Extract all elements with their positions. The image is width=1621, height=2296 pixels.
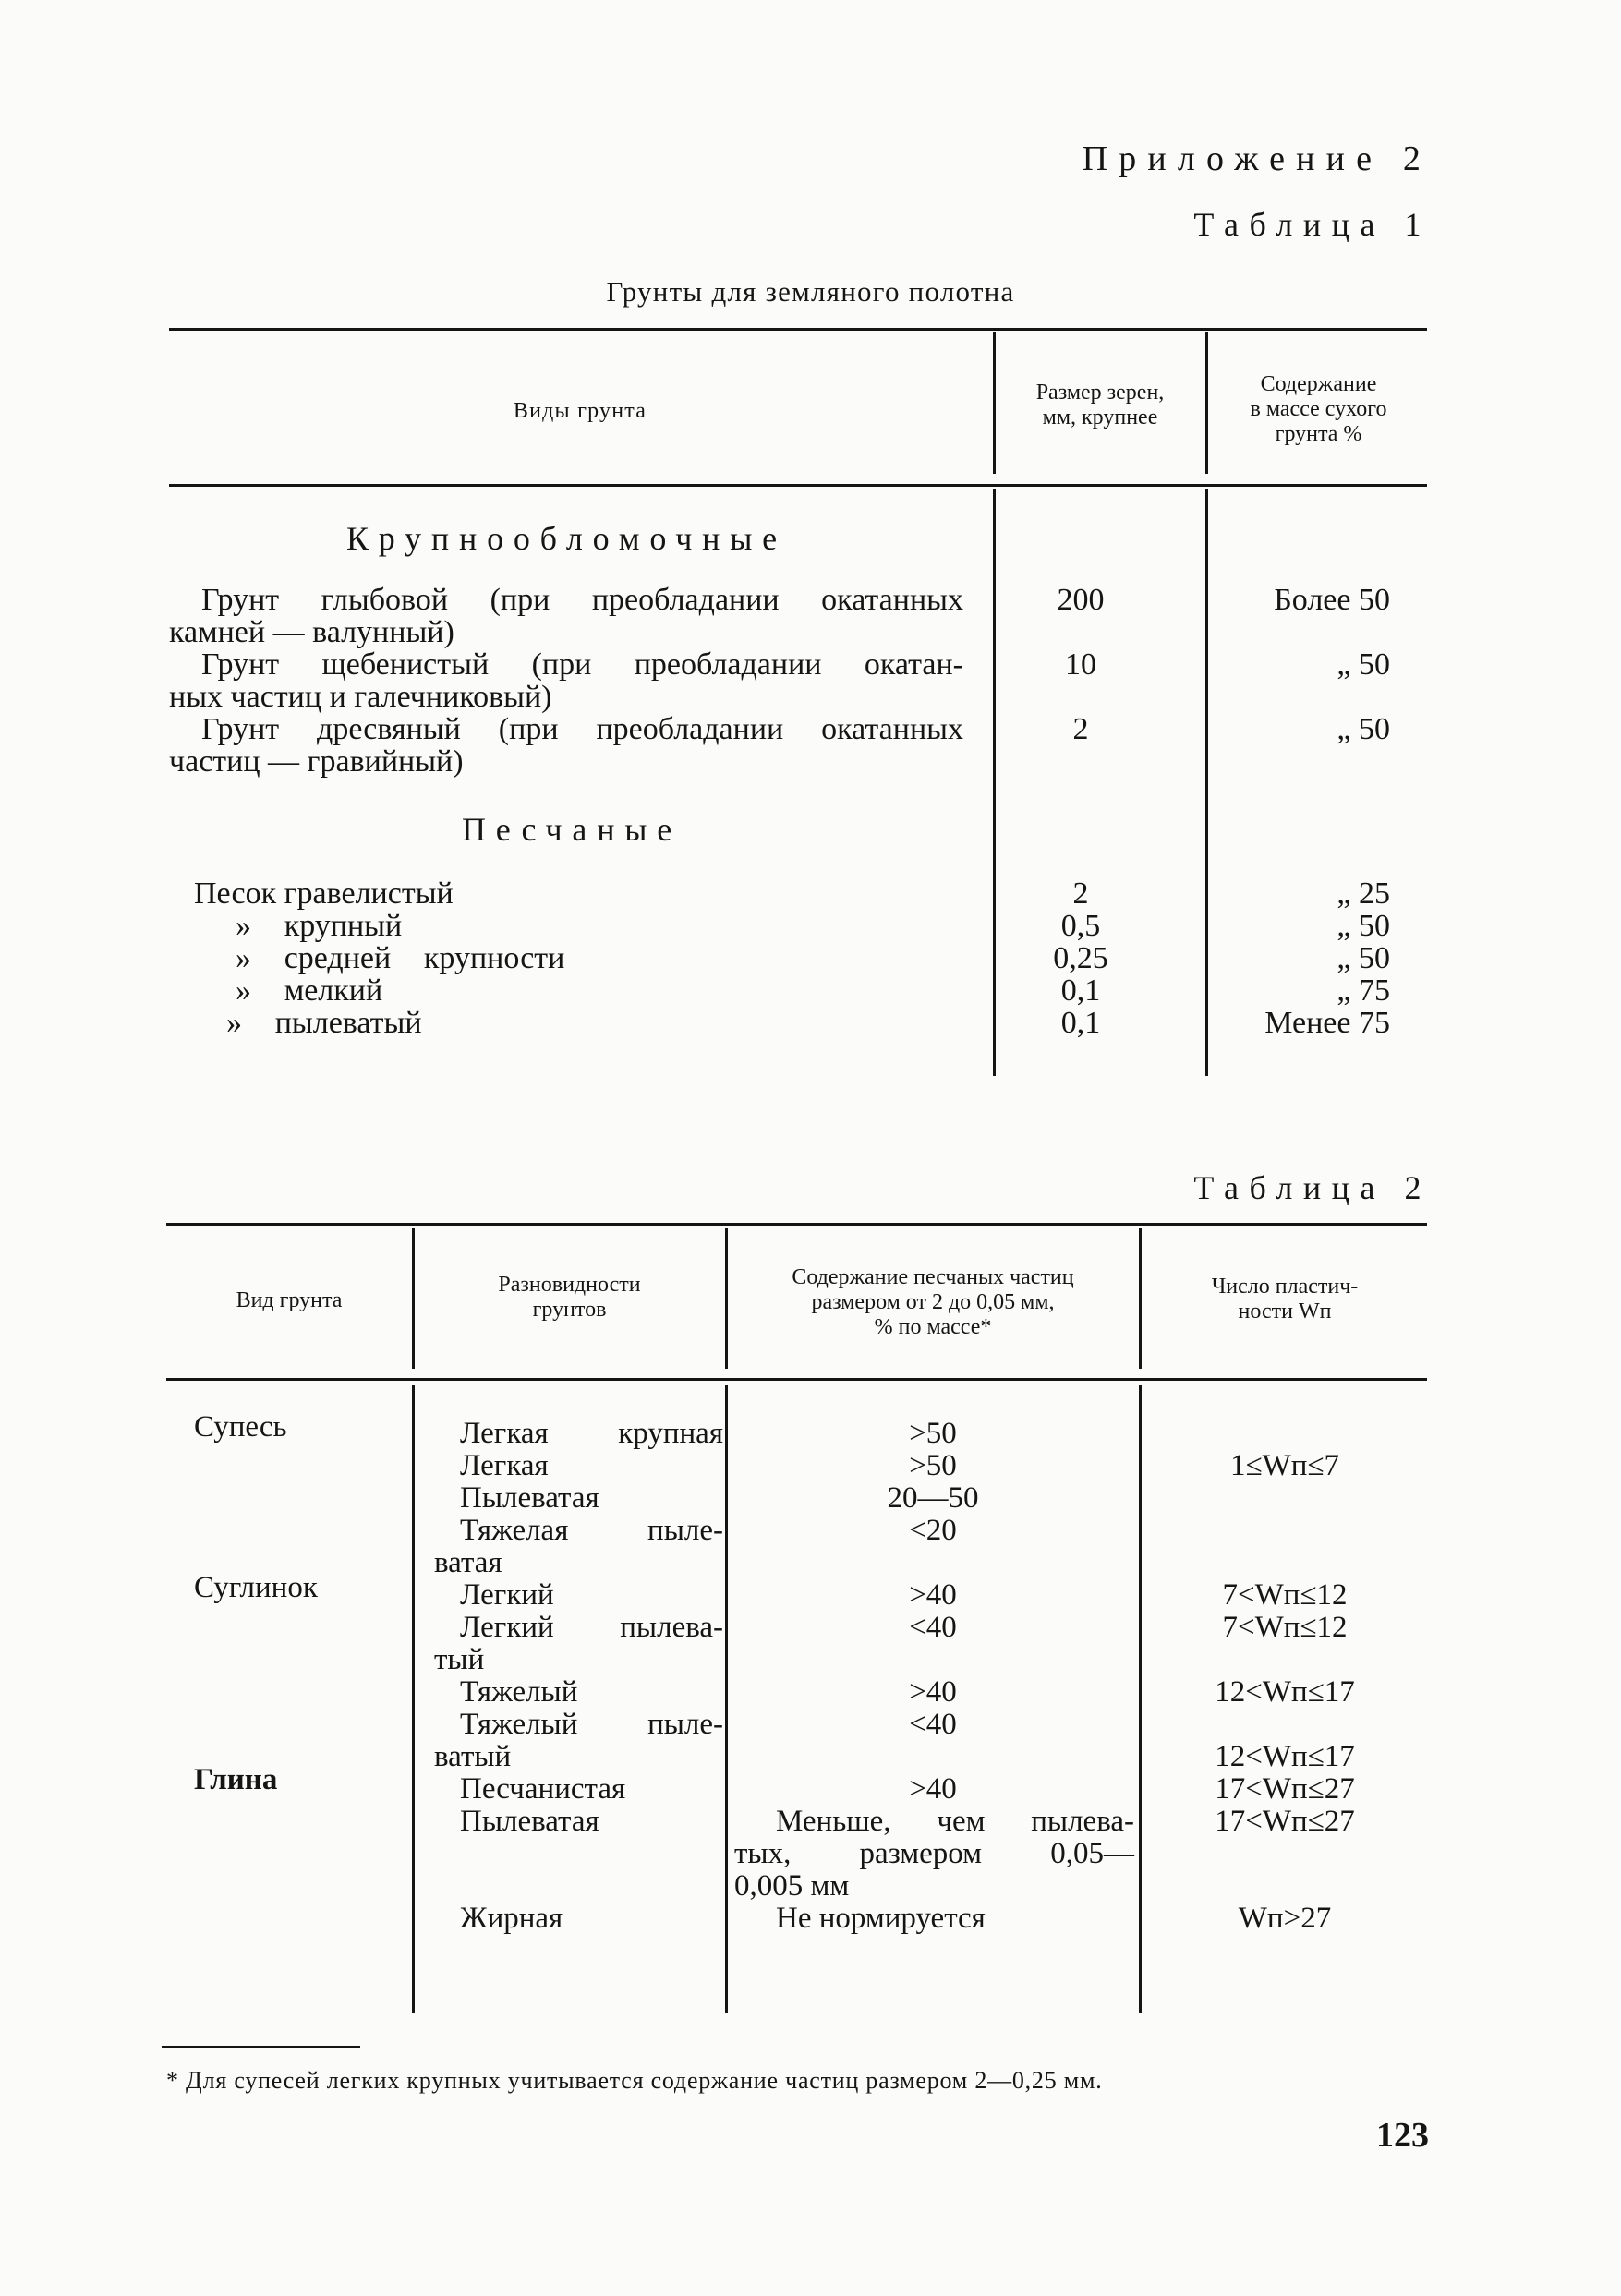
plasticity-cell: 12<Wп≤17 — [1215, 1675, 1355, 1709]
t1-content: Менее 75 — [1264, 1006, 1390, 1040]
variety-cell: Легкий пылева- тый — [434, 1611, 723, 1676]
table1-col-size: Размер зерен, мм, крупнее — [1035, 381, 1165, 429]
t1-row-sand: » мелкий — [236, 973, 383, 1008]
group-clay: Глина — [194, 1763, 278, 1796]
group-sandy-loam: Супесь — [194, 1410, 287, 1444]
plasticity-cell: 7<Wп≤12 — [1222, 1578, 1348, 1612]
table2-col-plast: Число пластич- ности Wп — [1211, 1275, 1359, 1323]
table2-divider-2-body — [725, 1385, 728, 2013]
plasticity-cell: 17<Wп≤27 — [1215, 1805, 1355, 1838]
t1-row-boulder: Грунт глыбовой (при преобладании окатанных камней — валунный) — [169, 583, 963, 649]
t1-row-sand: » пылеватый — [226, 1006, 422, 1040]
t1-content: „ 50 — [1337, 909, 1390, 943]
table2-divider-1-body — [412, 1385, 415, 2013]
table1-divider-1-body — [993, 489, 996, 1076]
variety-cell: Легкая — [460, 1449, 549, 1482]
t1-row-grit: Грунт дресвяный (при преобладании окатанных частиц — гравийный) — [169, 712, 963, 779]
sand-cell: Не нормируется — [776, 1902, 986, 1935]
sand-cell: >40 — [909, 1772, 957, 1806]
table2-col-sand: Содержание песчаных частиц размером от 2 до 0,05 мм, % по массе* — [792, 1265, 1074, 1339]
t1-content: „ 25 — [1337, 876, 1390, 911]
t1-size: 2 — [1072, 712, 1089, 746]
t1-size: 0,1 — [1060, 1006, 1101, 1040]
plasticity-cell: 7<Wп≤12 — [1222, 1611, 1348, 1644]
plasticity-cell: 12<Wп≤17 — [1215, 1740, 1355, 1773]
sand-cell: <40 — [909, 1611, 957, 1644]
t1-size: 0,25 — [1053, 941, 1108, 975]
sand-cell: Меньше, чем пылева- тых, размером 0,05— 0,005 мм — [734, 1805, 1134, 1903]
table2-divider-1 — [412, 1228, 415, 1369]
sand-cell: <40 — [909, 1708, 957, 1741]
variety-cell: Пылеватая — [460, 1481, 599, 1515]
t1-row-sand: » средней крупности — [236, 941, 565, 975]
variety-cell: Тяжелая пыле- ватая — [434, 1514, 723, 1579]
t1-size: 0,1 — [1060, 973, 1101, 1008]
table1-title: Грунты для земляного полотна — [606, 275, 1015, 308]
section-sandy: Песчаные — [462, 811, 683, 848]
t1-row-gravel: Грунт щебенистый (при преобладании окатан- ных частиц и галечниковый) — [169, 647, 963, 714]
group-loam: Суглинок — [194, 1571, 318, 1604]
table1-col-content: Содержание в массе сухого грунта % — [1250, 372, 1387, 446]
t1-content: „ 50 — [1337, 712, 1390, 746]
section-coarse: Крупнообломочные — [346, 520, 787, 557]
variety-cell: Тяжелый пыле- ватый — [434, 1708, 723, 1773]
variety-cell: Тяжелый — [460, 1675, 578, 1709]
t1-content: „ 50 — [1337, 647, 1390, 682]
table2-col-variety: Разновидности грунтов — [498, 1273, 641, 1322]
table1-label: Таблица 1 — [1193, 206, 1432, 243]
table2-label: Таблица 2 — [1193, 1169, 1432, 1206]
variety-cell: Жирная — [460, 1902, 563, 1935]
footnote: * Для супесей легких крупных учитывается содержание частиц размером 2—0,25 мм. — [166, 2067, 1103, 2094]
t1-row-sand: » крупный — [236, 909, 403, 943]
t1-content: „ 50 — [1337, 941, 1390, 975]
variety-cell: Песчанистая — [460, 1772, 626, 1806]
table2-divider-2 — [725, 1228, 728, 1369]
sand-cell: >50 — [909, 1449, 957, 1482]
t1-size: 0,5 — [1060, 909, 1101, 943]
t1-content: „ 75 — [1337, 973, 1390, 1008]
plasticity-cell: 1≤Wп≤7 — [1229, 1449, 1340, 1482]
variety-cell: Пылеватая — [460, 1805, 599, 1838]
t1-size: 200 — [1057, 583, 1105, 617]
table2-header-rule — [166, 1378, 1427, 1381]
table2-divider-3 — [1139, 1228, 1142, 1369]
sand-cell: 20—50 — [887, 1481, 979, 1515]
table1-divider-1 — [993, 332, 996, 474]
table1-divider-2 — [1205, 332, 1208, 474]
table2-col-type: Вид грунта — [236, 1288, 343, 1312]
t1-size: 2 — [1072, 876, 1089, 911]
table1-top-rule — [169, 328, 1427, 331]
table2-top-rule — [166, 1223, 1427, 1226]
plasticity-cell: 17<Wп≤27 — [1215, 1772, 1355, 1806]
table1-col-types: Виды грунта — [513, 399, 647, 423]
page-number: 123 — [1376, 2116, 1429, 2155]
plasticity-cell: Wп>27 — [1238, 1902, 1332, 1935]
table1-divider-2-body — [1205, 489, 1208, 1076]
t1-content: Более 50 — [1274, 583, 1390, 617]
sand-cell: >40 — [909, 1675, 957, 1709]
table1-header-rule — [169, 484, 1427, 487]
sand-cell: <20 — [909, 1514, 957, 1547]
sand-cell: >50 — [909, 1417, 957, 1450]
footnote-rule — [162, 2046, 360, 2048]
variety-cell: Легкий — [460, 1578, 554, 1612]
appendix-heading: Приложение 2 — [1082, 139, 1432, 178]
t1-row-sand: Песок гравелистый — [194, 876, 454, 911]
sand-cell: >40 — [909, 1578, 957, 1612]
variety-cell: Легкая крупная — [460, 1417, 723, 1450]
table2-divider-3-body — [1139, 1385, 1142, 2013]
t1-size: 10 — [1065, 647, 1096, 682]
